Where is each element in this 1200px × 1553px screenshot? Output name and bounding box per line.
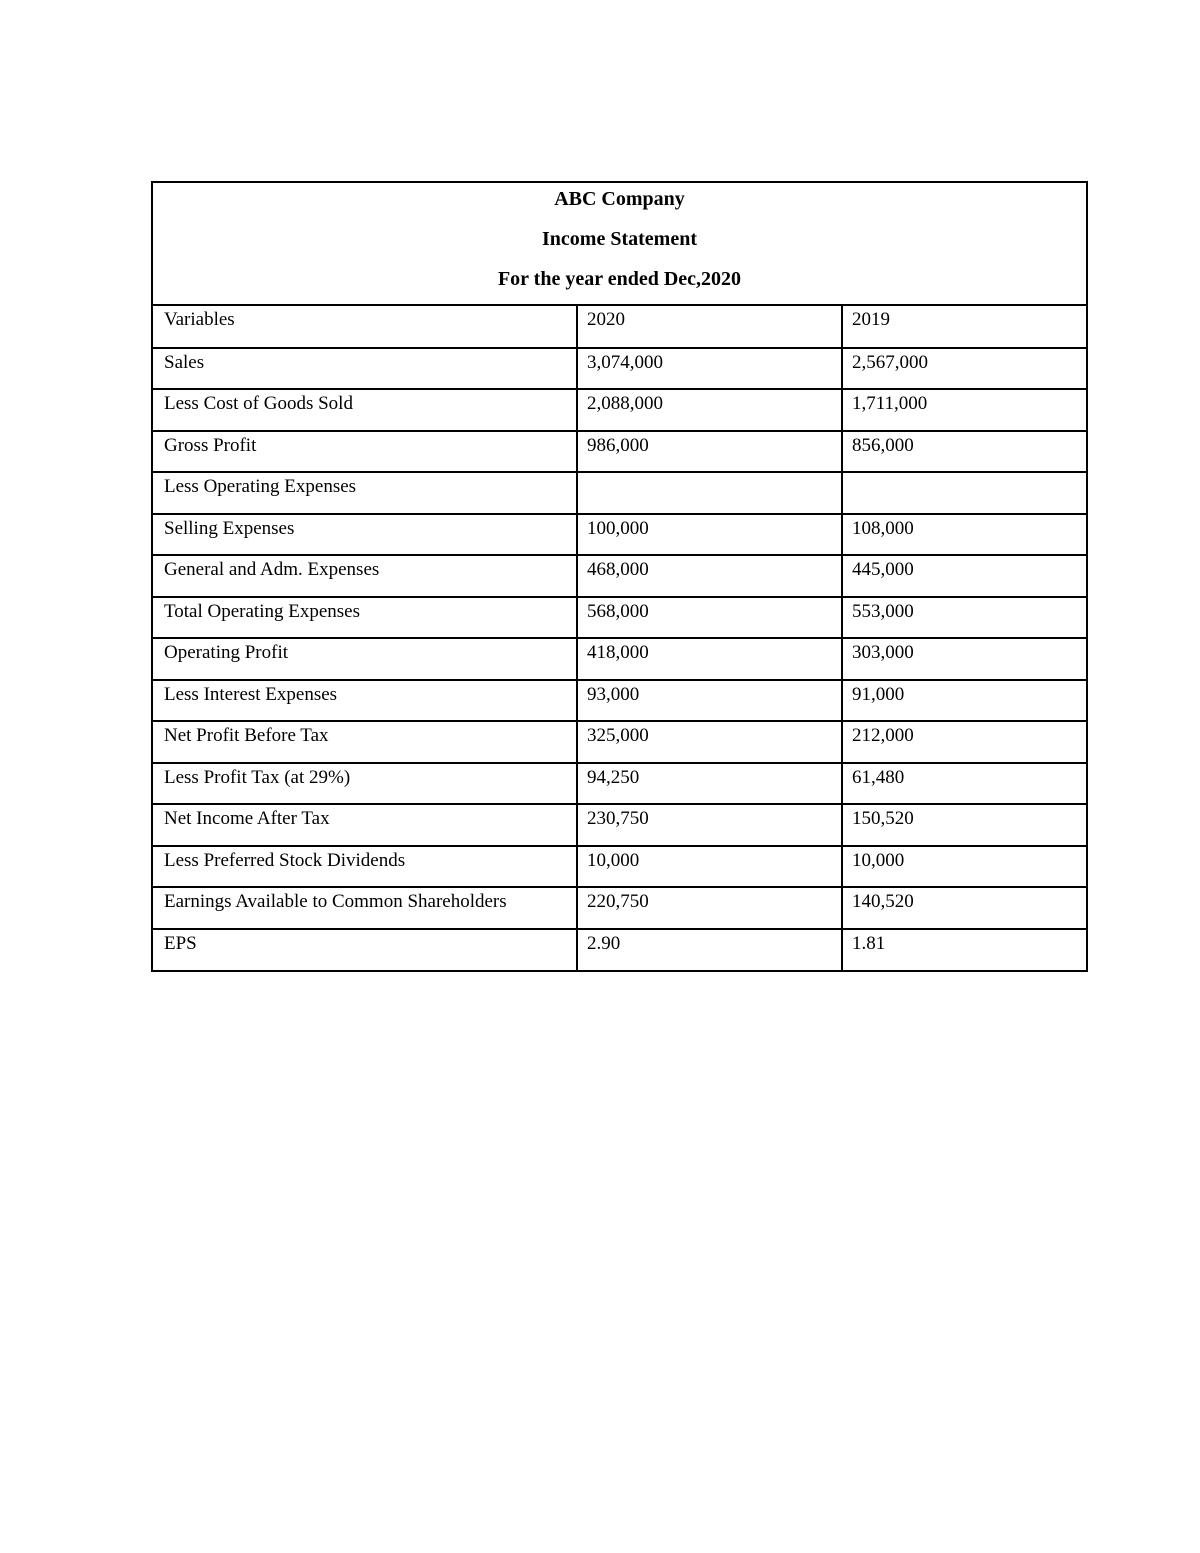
row-value-2019: 91,000 — [842, 680, 1086, 722]
company-name: ABC Company — [554, 188, 685, 210]
row-value-2020: 3,074,000 — [577, 348, 842, 390]
row-label: Selling Expenses — [153, 514, 577, 556]
row-label: Operating Profit — [153, 638, 577, 680]
row-label: Gross Profit — [153, 431, 577, 473]
row-value-2020: 2,088,000 — [577, 389, 842, 431]
table-row — [153, 597, 1086, 639]
table-row — [153, 389, 1086, 431]
row-value-2020: 418,000 — [577, 638, 842, 680]
statement-grid — [153, 306, 1086, 970]
row-value-2019: 10,000 — [842, 846, 1086, 888]
table-row — [153, 929, 1086, 971]
row-value-2020: 468,000 — [577, 555, 842, 597]
row-label: Less Operating Expenses — [153, 472, 577, 514]
row-value-2020: 100,000 — [577, 514, 842, 556]
row-value-2020: 94,250 — [577, 763, 842, 805]
row-value-2019: 445,000 — [842, 555, 1086, 597]
row-label: General and Adm. Expenses — [153, 555, 577, 597]
table-row — [153, 431, 1086, 473]
row-label: Earnings Available to Common Shareholders — [153, 887, 577, 929]
table-row — [153, 514, 1086, 556]
row-value-2020: 220,750 — [577, 887, 842, 929]
row-label: Less Cost of Goods Sold — [153, 389, 577, 431]
row-label: Net Income After Tax — [153, 804, 577, 846]
row-value-2020: 10,000 — [577, 846, 842, 888]
table-row — [153, 763, 1086, 805]
column-header-row — [153, 306, 1086, 348]
row-value-2019: 61,480 — [842, 763, 1086, 805]
table-row — [153, 804, 1086, 846]
table-row — [153, 472, 1086, 514]
statement-title-block — [153, 183, 1086, 306]
row-value-2019: 856,000 — [842, 431, 1086, 473]
table-row — [153, 721, 1086, 763]
row-value-2020: 568,000 — [577, 597, 842, 639]
row-value-2019: 553,000 — [842, 597, 1086, 639]
table-row — [153, 887, 1086, 929]
row-label: Less Preferred Stock Dividends — [153, 846, 577, 888]
row-label: Total Operating Expenses — [153, 597, 577, 639]
table-row — [153, 680, 1086, 722]
row-value-2020: 2.90 — [577, 929, 842, 971]
row-value-2019: 1.81 — [842, 929, 1086, 971]
row-label: Net Profit Before Tax — [153, 721, 577, 763]
statement-title: Income Statement — [542, 228, 697, 250]
row-value-2020: 93,000 — [577, 680, 842, 722]
income-statement-table — [151, 181, 1088, 972]
table-row — [153, 348, 1086, 390]
column-header-2019: 2019 — [842, 306, 1086, 348]
column-header-2020: 2020 — [577, 306, 842, 348]
row-value-2019: 303,000 — [842, 638, 1086, 680]
statement-period: For the year ended Dec,2020 — [497, 268, 742, 290]
table-row — [153, 638, 1086, 680]
column-header-label: Variables — [153, 306, 577, 348]
row-label: EPS — [164, 932, 197, 954]
row-value-2019: 1,711,000 — [842, 389, 1086, 431]
table-row — [153, 846, 1086, 888]
row-value-2019: 108,000 — [842, 514, 1086, 556]
row-value-2019: 2,567,000 — [842, 348, 1086, 390]
row-label: Less Interest Expenses — [153, 680, 577, 722]
row-value-2020: 230,750 — [577, 804, 842, 846]
row-value-2019: 150,520 — [842, 804, 1086, 846]
row-value-2019: 140,520 — [842, 887, 1086, 929]
table-row — [153, 555, 1086, 597]
row-value-2019 — [842, 472, 1086, 514]
row-value-2020: 986,000 — [577, 431, 842, 473]
row-label: Less Profit Tax (at 29%) — [153, 763, 577, 805]
row-value-2019: 212,000 — [842, 721, 1086, 763]
row-label: Sales — [153, 348, 577, 390]
row-value-2020: 325,000 — [577, 721, 842, 763]
row-value-2020 — [577, 472, 842, 514]
